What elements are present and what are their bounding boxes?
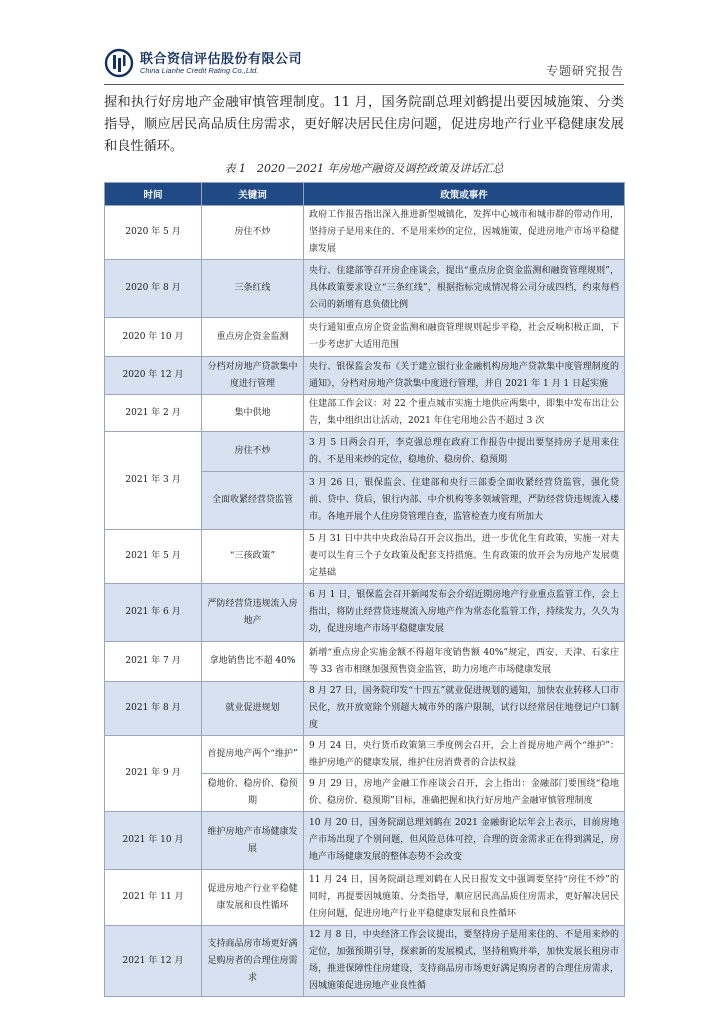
- row-policy: 新增“重点房企实施金额不得超年度销售额 40%”规定，西安、天津、石家庄等 33 省市相继加强预售资金监管，助力房地产市场健康发展: [304, 642, 625, 682]
- company-name-en: China Lianhe Credit Rating Co.,Ltd.: [140, 66, 259, 75]
- table-row: [105, 736, 625, 774]
- row-time: 2020 年 10 月: [105, 318, 202, 357]
- table-row: [105, 812, 625, 870]
- row-policy: 央行通知重点房企资金监测和融资管理规则起步平稳，社会反响积极正面，下一步考虑扩大适用范围: [304, 318, 625, 357]
- row-keyword: 促进房地产行业平稳健康发展和良性循环: [202, 870, 304, 926]
- row-time: 2021 年 12 月: [105, 926, 202, 997]
- header-time: 时间: [105, 183, 202, 206]
- row-policy: 5 月 31 日中共中央政治局召开会议指出，进一步优化生育政策，实施一对夫妻可以生育三个子女政策及配套支持措施。生育政策的放开会为房地产发展奠定基础: [304, 530, 625, 584]
- page-header: [104, 44, 624, 84]
- header-policy: 政策或事件: [304, 183, 625, 206]
- row-keyword: 维护房地产市场健康发展: [202, 812, 304, 870]
- row-time: 2021 年 9 月: [105, 736, 202, 812]
- row-keyword: 房住不炒: [202, 206, 304, 260]
- row-policy: 央行、住建部等召开房企座谈会，提出“重点房企资金监测和融资管理规则”，具体政策要求设立“三条红线”，根据指标完成情况将公司分成四档，约束每档公司的新增有息负债比例: [304, 260, 625, 318]
- table-row: [105, 530, 625, 584]
- row-policy: 9 月 24 日，央行货币政策第三季度例会召开，会上首提房地产两个“维护”：维护房地产的健康发展，维护住房消费者的合法权益: [304, 736, 625, 774]
- row-time: 2021 年 10 月: [105, 812, 202, 870]
- row-keyword: 首提房地产两个“维护”: [202, 736, 304, 774]
- company-name-cn: 联合资信评估股份有限公司: [140, 52, 303, 67]
- row-policy: 政府工作报告指出深入推进新型城镇化，发挥中心城市和城市群的带动作用，坚持房子是用来住的、不是用来炒的定位，因城施策，促进房地产市场平稳健康发展: [304, 206, 625, 260]
- row-time: 2021 年 5 月: [105, 530, 202, 584]
- table-row: [105, 395, 625, 432]
- row-time: 2020 年 8 月: [105, 260, 202, 318]
- row-policy: 央行、银保监会发布《关于建立银行业金融机构房地产贷款集中度管理制度的通知》，分档对房地产贷款集中度进行管理，并自 2021 年 1 月 1 日起实施: [304, 357, 625, 395]
- row-keyword: 三条红线: [202, 260, 304, 318]
- intro-paragraph: 握和执行好房地产金融审慎管理制度。11 月，国务院副总理刘鹤提出要因城施策、分类指导，顺应居民高品质住房需求，更好解决居民住房问题，促进房地产行业平稳健康发展和良性循环。: [104, 95, 624, 154]
- table-caption: 表 1 2020－2021 年房地产融资及调控政策及讲话汇总: [224, 162, 504, 175]
- row-keyword: 支持商品房市场更好满足购房者的合理住房需求: [202, 926, 304, 997]
- table-row: [105, 357, 625, 395]
- row-keyword: 稳地价、稳房价、稳预期: [202, 774, 304, 812]
- table-row: [105, 926, 625, 997]
- header-keyword: 关键词: [202, 183, 304, 206]
- table-row: [105, 206, 625, 260]
- row-policy: 6 月 1 日，银保监会召开新闻发布会介绍近期房地产行业重点监管工作，会上指出，将防止经营贷违规流入房地产作为常态化监管工作，持续发力，久久为功，促进房地产市场平稳健康发展: [304, 584, 625, 642]
- table-row: [105, 682, 625, 736]
- row-keyword: 分档对房地产贷款集中度进行管理: [202, 357, 304, 395]
- row-time: 2021 年 8 月: [105, 682, 202, 736]
- row-policy: 3 月 26 日，银保监会、住建部和央行三部委全面收紧经营贷监管，强化贷前、贷中、贷后，银行内部、中介机构等多领域管理，严防经营贷违规流入楼市。各地开展个人住房贷管理自查，监管检查力度有所加大: [304, 472, 625, 530]
- row-keyword: 全面收紧经营贷监管: [202, 472, 304, 530]
- report-type-label: 专题研究报告: [545, 64, 624, 78]
- table-row: [105, 870, 625, 926]
- company-logo-icon: [104, 48, 134, 78]
- row-keyword: 重点房企资金监测: [202, 318, 304, 357]
- row-keyword: 严防经营贷违规流入房地产: [202, 584, 304, 642]
- row-time: 2021 年 11 月: [105, 870, 202, 926]
- table-row: [105, 318, 625, 357]
- row-policy: 9 月 29 日，房地产金融工作座谈会召开，会上指出：金融部门要围绕“稳地价、稳房价、稳预期”目标，准确把握和执行好房地产金融审慎管理制度: [304, 774, 625, 812]
- table-row: [105, 584, 625, 642]
- row-policy: 3 月 5 日两会召开，李克强总理在政府工作报告中提出要坚持房子是用来住的、不是用来炒的定位，稳地价、稳房价、稳预期: [304, 432, 625, 472]
- row-keyword: “三孩政策”: [202, 530, 304, 584]
- row-keyword: 就业促进规划: [202, 682, 304, 736]
- row-policy: 12 月 8 日，中央经济工作会议提出，要坚持房子是用来住的、不是用来炒的定位，加强预期引导，探索新的发展模式，坚持租购并举，加快发展长租房市场，推进保障性住房建设，支持商品房市场更好满足购房者的合理住房需求，因城施策促进房地产业良性循: [304, 926, 625, 997]
- table-header-row: [105, 183, 625, 206]
- row-time: 2021 年 3 月: [105, 432, 202, 530]
- row-policy: 10 月 20 日，国务院副总理刘鹤在 2021 金融街论坛年会上表示，目前房地产市场出现了个别问题，但风险总体可控，合理的资金需求正在得到满足，房地产市场健康发展的整体态势不会改变: [304, 812, 625, 870]
- row-keyword: 集中供地: [202, 395, 304, 432]
- table-row: [105, 642, 625, 682]
- row-time: 2021 年 6 月: [105, 584, 202, 642]
- row-time: 2021 年 2 月: [105, 395, 202, 432]
- header-divider: [104, 84, 624, 85]
- table-row: [105, 260, 625, 318]
- table-row: [105, 432, 625, 472]
- row-time: 2020 年 12 月: [105, 357, 202, 395]
- row-time: 2020 年 5 月: [105, 206, 202, 260]
- row-keyword: 拿地销售比不超 40%: [202, 642, 304, 682]
- row-policy: 8 月 27 日，国务院印发“十四五”就业促进规划的通知，加快农业转移人口市民化，放开放宽除个别超大城市外的落户限制，试行以经常居住地登记户口制度: [304, 682, 625, 736]
- row-time: 2021 年 7 月: [105, 642, 202, 682]
- row-keyword: 房住不炒: [202, 432, 304, 472]
- row-policy: 11 月 24 日，国务院副总理刘鹤在人民日报发文中强调要坚持“房住不炒”的同时，再提要因城施策、分类指导，顺应居民高品质住房需求，更好解决居民住房问题，促进房地产行业平稳健康发展和良性循环: [304, 870, 625, 926]
- row-policy: 住建部工作会议：对 22 个重点城市实施土地供应两集中，即集中发布出让公告，集中组织出让活动，2021 年住宅用地公告不超过 3 次: [304, 395, 625, 432]
- policy-table: [104, 182, 625, 997]
